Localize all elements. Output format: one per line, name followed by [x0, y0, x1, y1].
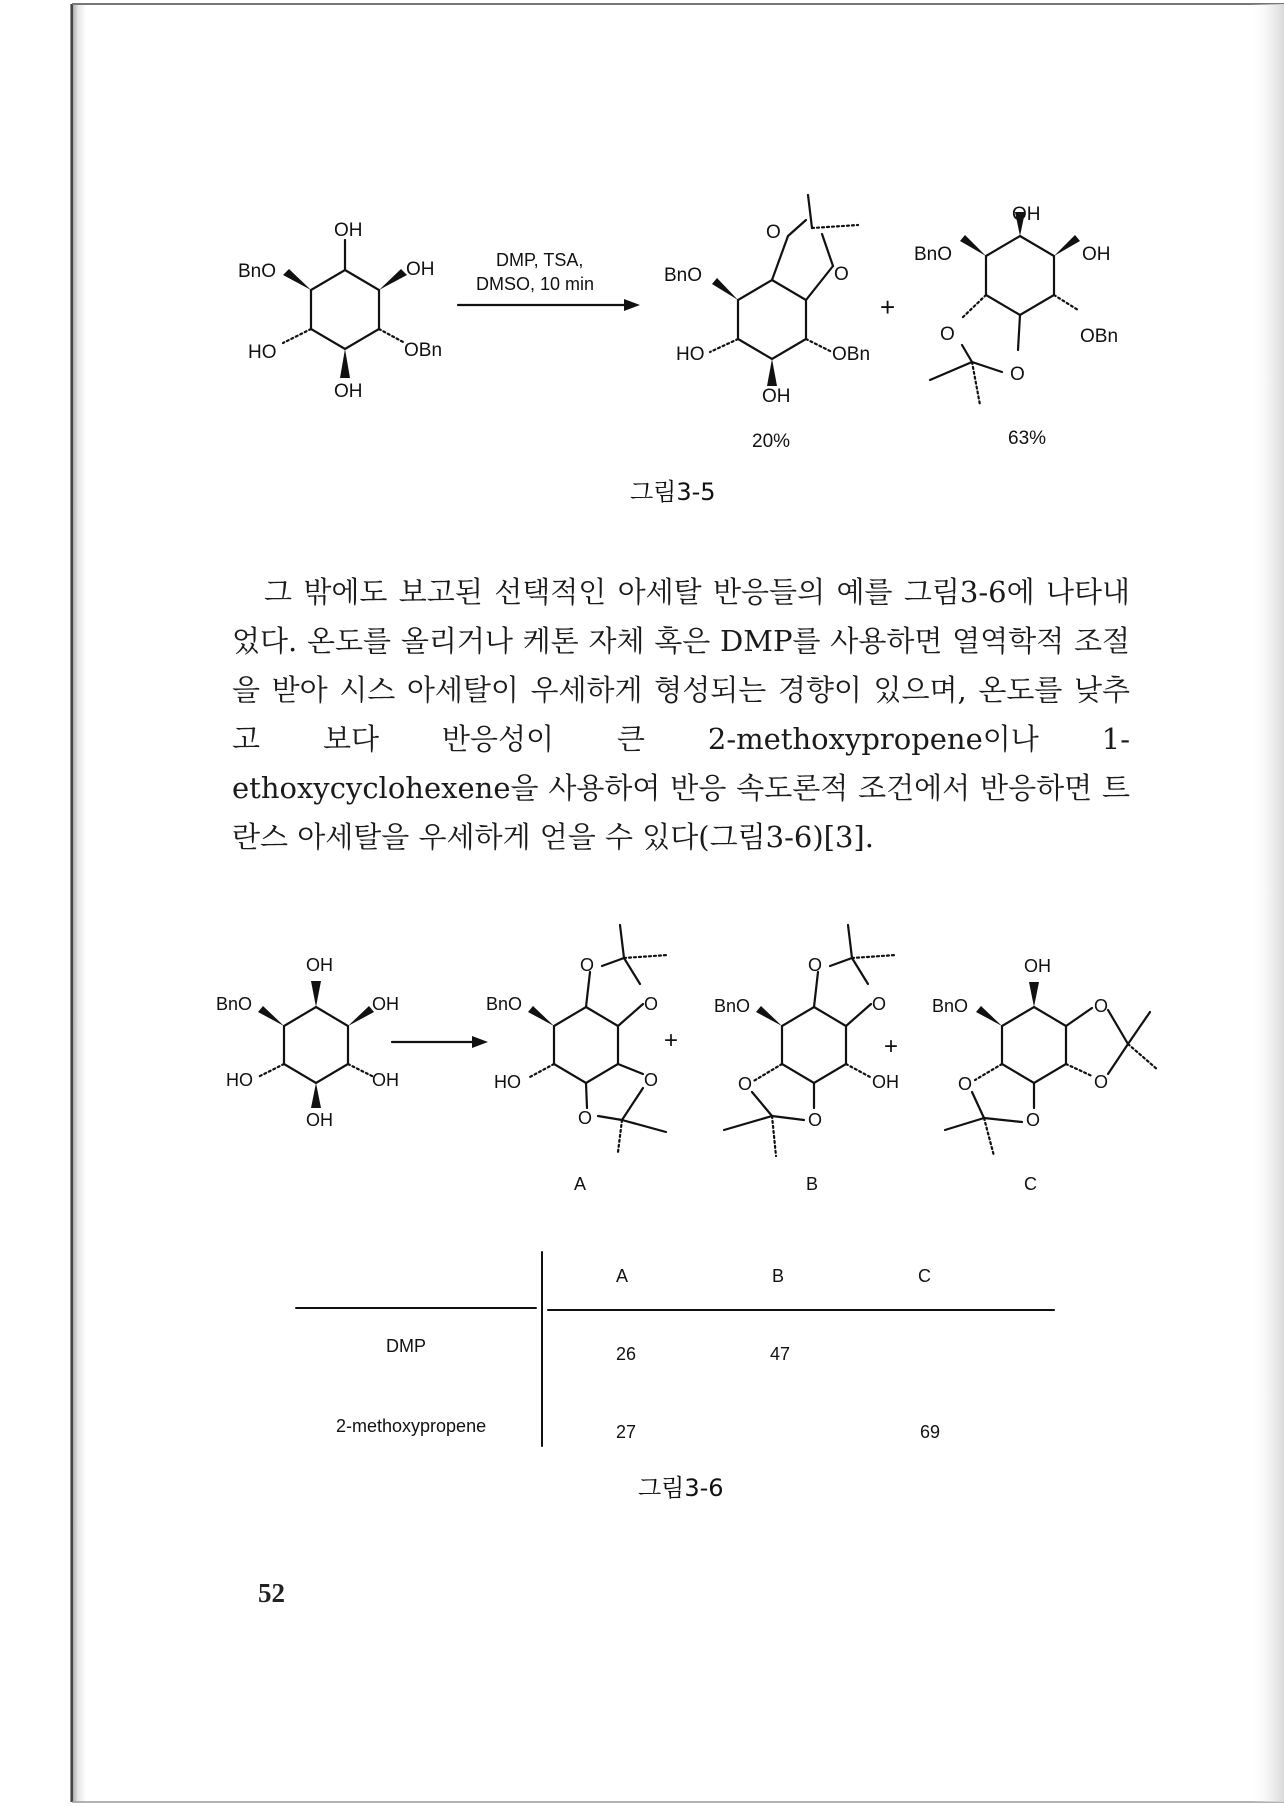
product1-yield: 20%	[752, 431, 791, 452]
svg-text:HO: HO	[248, 342, 277, 363]
svg-text:O: O	[1094, 1072, 1109, 1092]
reactant-inositol-1	[283, 240, 407, 378]
product-b-label: B	[806, 1174, 819, 1194]
svg-text:OBn: OBn	[1080, 326, 1119, 347]
svg-text:O: O	[958, 1074, 973, 1094]
svg-text:O: O	[872, 994, 887, 1014]
yield-table	[336, 1266, 940, 1442]
plus-sign-3-5: +	[880, 292, 896, 322]
svg-text:O: O	[738, 1074, 753, 1094]
table-header-c: C	[918, 1266, 931, 1286]
svg-text:HO: HO	[676, 344, 705, 365]
svg-text:BnO: BnO	[216, 994, 253, 1014]
svg-text:OBn: OBn	[832, 344, 871, 365]
svg-text:BnO: BnO	[486, 994, 523, 1014]
plus-sign-3-6-a: +	[664, 1027, 679, 1054]
svg-text:OH: OH	[306, 1110, 333, 1130]
plus-sign-3-6-b: +	[884, 1033, 899, 1060]
svg-text:O: O	[808, 955, 823, 975]
svg-text:OH: OH	[372, 1070, 399, 1090]
body-paragraph: 그 밖에도 보고된 선택적인 아세탈 반응들의 예를 그림3-6에 나타내었다. 온도를 올리거나 케톤 자체 혹은 DMP를 사용하면 열역학적 조절을 받아 시스 아세탈이 우세하게 형성되는 경향이 있으며, 온도를 낮추고 보다 반응성이 큰 2-methoxypropene이나 1-ethoxycyclohexene을 사용하여 반응 속도론적 조건에서 반응하면 트란스 아세탈을 우세하게 얻을 수 있다(그림3-6)[3].	[232, 575, 1130, 854]
svg-text:HO: HO	[226, 1070, 253, 1090]
table-row-reagent: 2-methoxypropene	[336, 1416, 487, 1436]
conditions-line-2: DMSO, 10 min	[476, 274, 595, 294]
svg-text:O: O	[644, 994, 659, 1014]
product-a-structure	[528, 925, 668, 1152]
svg-text:OH: OH	[1024, 956, 1051, 976]
svg-text:OH: OH	[372, 994, 399, 1014]
conditions-line-1: DMP, TSA,	[496, 250, 584, 270]
table-header-a: A	[616, 1266, 629, 1286]
figure-3-6-caption: 그림3-6	[638, 1474, 724, 1502]
svg-text:O: O	[1094, 996, 1109, 1016]
svg-text:O: O	[808, 1110, 823, 1130]
figure-3-5	[283, 195, 1080, 405]
svg-text:OH: OH	[406, 259, 435, 280]
svg-text:OH: OH	[762, 386, 791, 407]
svg-text:OH: OH	[334, 381, 363, 402]
svg-text:O: O	[766, 222, 781, 243]
table-cell: 26	[616, 1344, 637, 1364]
svg-text:O: O	[644, 1070, 659, 1090]
svg-text:BnO: BnO	[714, 996, 751, 1016]
product2-yield: 63%	[1008, 428, 1047, 449]
svg-text:OH: OH	[334, 220, 363, 241]
svg-text:O: O	[578, 1108, 593, 1128]
svg-text:O: O	[1026, 1110, 1041, 1130]
svg-text:OH: OH	[306, 955, 333, 975]
product-c-label: C	[1024, 1174, 1037, 1194]
table-cell: 27	[616, 1422, 637, 1442]
table-cell: 69	[920, 1422, 941, 1442]
svg-text:BnO: BnO	[664, 265, 703, 286]
figure-3-5-caption: 그림3-5	[630, 478, 716, 506]
svg-text:O: O	[834, 264, 849, 285]
reactant-inositol-2	[258, 981, 374, 1108]
svg-text:BnO: BnO	[238, 261, 277, 282]
svg-text:O: O	[940, 324, 955, 345]
svg-text:OH: OH	[1012, 204, 1041, 225]
product-trans-acetal-1	[930, 212, 1080, 405]
figure-3-5-labels	[238, 204, 1118, 506]
svg-text:BnO: BnO	[914, 244, 953, 265]
table-cell: 47	[770, 1344, 791, 1364]
table-header-b: B	[772, 1266, 785, 1286]
figure-3-6-labels	[216, 955, 1108, 1194]
svg-text:OBn: OBn	[404, 340, 443, 361]
product-a-label: A	[574, 1174, 587, 1194]
table-row-reagent: DMP	[386, 1336, 426, 1356]
svg-text:O: O	[1010, 364, 1025, 385]
svg-text:OH: OH	[872, 1072, 899, 1092]
svg-text:HO: HO	[494, 1072, 521, 1092]
page-number: 52	[258, 1578, 285, 1608]
svg-text:OH: OH	[1082, 244, 1111, 265]
svg-text:BnO: BnO	[932, 996, 969, 1016]
svg-text:O: O	[580, 955, 595, 975]
product-c-structure	[945, 982, 1158, 1156]
